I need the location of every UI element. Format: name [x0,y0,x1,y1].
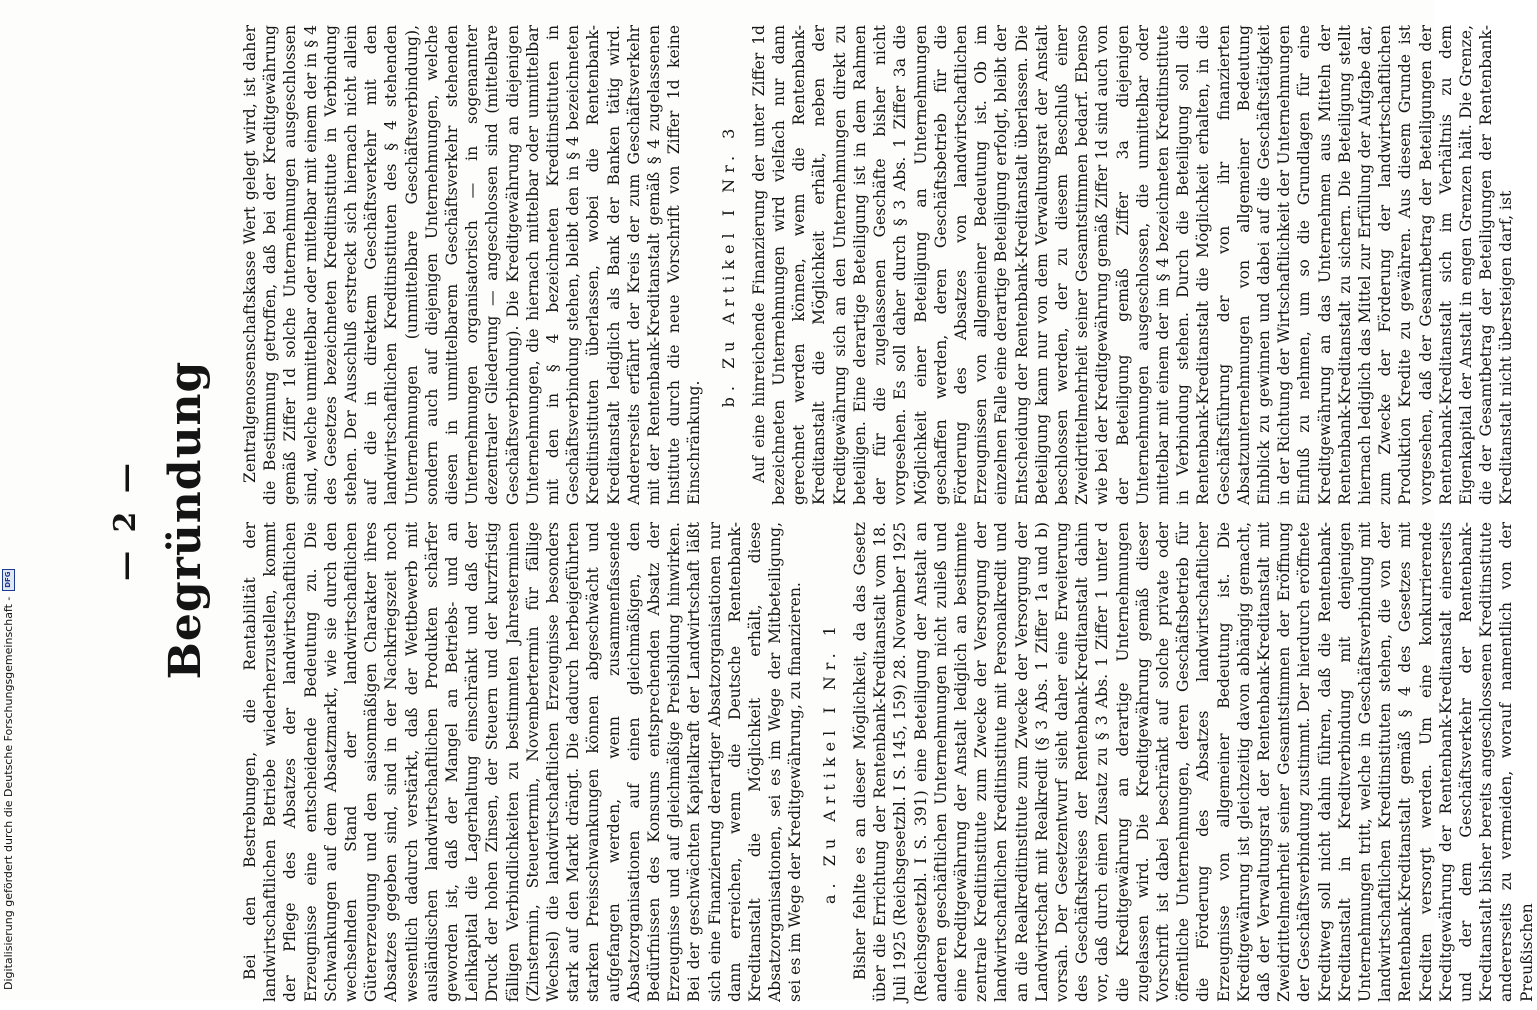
text-column-left [240,522,1536,1002]
text-column-right [240,25,1516,505]
paragraph: Zentralgenossenschaftskasse Wert gelegt wird, ist daher die Bestimmung getroffen, daß bei der Kreditgewährung gemäß Ziffer 1d solche Unternehmungen ausgeschlossen sind, welche unmittelbar oder mittelbar mit einem der in § 4 des Gesetzes bezeichneten Kreditinstitute in Verbindung stehen. Der Ausschluß erstreckt sich hiernach nicht allein auf die in direktem Geschäftsverkehr mit den landwirtschaftlichen Kreditinstituten des § 4 stehenden Unternehmungen (unmittelbare Geschäftsverbindung), sondern auch auf diejenigen Unternehmungen, welche diesen in unmittelbarem Geschäftsverkehr stehenden Unternehmungen organisatorisch — in sogenannter dezentraler Gliederung — angeschlossen sind (mittelbare Geschäftsverbindung). Die Kreditgewährung an diejenigen Unternehmungen, die hiernach mittelbar oder unmittelbar mit den in § 4 bezeichneten Kreditinstituten in Geschäftsverbindung stehen, bleibt den in § 4 bezeichneten Kreditinstituten überlassen, wobei die Rentenbank-Kreditanstalt lediglich als Bank der Banken tätig wird. Andererseits erfährt der Kreis der zum Geschäftsverkehr mit der Rentenbank-Kreditanstalt gemäß § 4 zugelassenen Institute durch die neue Vorschrift von Ziffer 1d keine Einschränkung. [241,25,704,505]
section-heading-a: a. Zu Artikel I Nr. 1 [819,620,839,904]
page-number: — 2 — [108,459,143,581]
document-page [90,25,1536,1010]
paragraph: Bisher fehlte es an dieser Möglichkeit, da das Gesetz über die Errichtung der Rentenbank-Kreditanstalt vom 18. Juli 1925 (Reichsgesetzbl. I S. 145, 159) 28. November 1925 (Reichsgesetzbl. I S. 391) eine Beteiligung der Anstalt an anderen geschäftlichen Unternehmungen nicht zuließ und eine Kreditgewährung der Anstalt lediglich an bestimmte zentrale Kreditinstitute zum Zwecke der Versorgung der landwirtschaftlichen Kreditinstitute mit Personalkredit und an die Realkreditinstitute zum Zwecke der Versorgung der Landwirtschaft mit Realkredit (§ 3 Abs. 1 Ziffer 1a und b) vorsah. Der Gesetzentwurf sieht daher eine Erweiterung des Geschäftskreises der Rentenbank-Kreditanstalt dahin vor, daß durch einen Zusatz zu § 3 Abs. 1 Ziffer 1 unter d die Kreditgewährung an derartige Unternehmungen zugelassen wird. Die Kreditgewährung gemäß dieser Vorschrift ist dabei beschränkt auf solche private oder öffentliche Unternehmungen, deren Geschäftsbetrieb für die Förderung des Absatzes landwirtschaftlicher Erzeugnisse von allgemeiner Bedeutung ist. Die Kreditgewährung ist gleichzeitig davon abhängig gemacht, daß der Verwaltungsrat der Rentenbank-Kreditanstalt mit Zweidrittelmehrheit seiner Gesamtstimmen der Eröffnung der Geschäftsverbindung zustimmt. Der hierdurch eröffnete Kreditweg soll nicht dahin führen, daß die Rentenbank-Kreditanstalt in Kreditverbindung mit denjenigen Unternehmungen tritt, welche in Geschäftsverbindung mit landwirtschaftlichen Kreditinstituten stehen, die von der Rentenbank-Kreditanstalt gemäß § 4 des Gesetzes mit Krediten versorgt werden. Um eine konkurrierende Kreditgewährung der Rentenbank-Kreditanstalt einerseits und der dem Geschäftsverkehr der Rentenbank-Kreditanstalt bisher bereits angeschlossenen Kreditinstitute andererseits zu vermeiden, worauf namentlich von der Preußischen [850,522,1536,1002]
section-heading-b: b. Zu Artikel I Nr. 3 [718,122,738,408]
page-title: Begründung [160,360,211,680]
paragraph: Auf eine hinreichende Finanzierung der unter Ziffer 1d bezeichneten Unternehmungen wird vielfach nur dann gerechnet werden können, wenn die Rentenbank-Kreditanstalt die Möglichkeit erhält, neben der Kreditgewährung sich an den Unternehmungen direkt zu beteiligen. Eine derartige Beteiligung ist in dem Rahmen der für die zugelassenen Geschäfte bisher nicht vorgesehen. Es soll daher durch § 3 Abs. 1 Ziffer 3a die Möglichkeit einer Beteiligung an Unternehmungen geschaffen werden, deren Geschäftsbetrieb für die Förderung des Absatzes von landwirtschaftlichen Erzeugnissen von allgemeiner Bedeutung ist. Ob im einzelnen Falle eine derartige Beteiligung erfolgt, bleibt der Entscheidung der Rentenbank-Kreditanstalt überlassen. Die Beteiligung kann nur von dem Verwaltungsrat der Anstalt beschlossen werden, der zu diesem Beschluß einer Zweidrittelmehrheit seiner Gesamtstimmen bedarf. Ebenso wie bei der Kreditgewährung gemäß Ziffer 1d sind auch von der Beteiligung gemäß Ziffer 3a diejenigen Unternehmungen ausgeschlossen, die unmittelbar oder mittelbar mit einem der im § 4 bezeichneten Kreditinstitute in Verbindung stehen. Durch die Beteiligung soll die Rentenbank-Kreditanstalt die Möglichkeit erhalten, in die Geschäftsführung der von ihr finanzierten Absatzunternehmungen von allgemeiner Bedeutung Einblick zu gewinnen und dabei auf die Geschäftstätigkeit in der Richtung der Wirtschaftlichkeit der Unternehmungen Einfluß zu nehmen, um so die Grundlagen für eine Kreditgewährung an das Unternehmen aus Mitteln der Rentenbank-Kreditanstalt zu sichern. Die Beteiligung stellt hiernach lediglich das Mittel zur Erfüllung der Aufgabe dar, zum Zwecke der Förderung der landwirtschaftlichen Produktion Kredite zu gewähren. Aus diesem Grunde ist vorgesehen, daß der Gesamtbetrag der Beteiligungen der Rentenbank-Kreditanstalt sich im Verhältnis zu dem Eigenkapital der Anstalt in engen Grenzen hält. Die Grenze, die der Gesamtbetrag der Beteiligungen der Rentenbank-Kreditanstalt nicht übersteigen darf, ist [749,25,1516,505]
dfg-logo-icon: DFG [2,569,15,591]
digitization-credit [2,569,15,990]
paragraph: Bei den Bestrebungen, die Rentabilität der landwirtschaftlichen Betriebe wiederherzustellen, kommt der Pflege des Absatzes der landwirtschaftlichen Erzeugnisse eine entscheidende Bedeutung zu. Die Schwankungen auf dem Absatzmarkt, wie sie durch den wechselnden Stand der landwirtschaftlichen Gütererzeugung und den saisonmäßigen Charakter ihres Absatzes gegeben sind, sind in der Nachkriegszeit noch wesentlich dadurch verstärkt, daß der Wettbewerb mit ausländischen landwirtschaftlichen Produkten schärfer geworden ist, daß der Mangel an Betriebs- und an Leihkapital die Lagerhaltung einschränkt und daß der Druck der hohen Zinsen, der Steuern und der kurzfristig fälligen Verbindlichkeiten zu bestimmten Jahresterminen (Zinstermin, Steuertermin, Novembertermin für fällige Wechsel) die landwirtschaftlichen Erzeugnisse besonders stark auf den Markt drängt. Die dadurch herbeigeführten starken Preisschwankungen können abgeschwächt und aufgefangen werden, wenn zusammenfassende Absatzorganisationen auf einen gleichmäßigen, den Bedürfnissen des Konsums entsprechenden Absatz der Erzeugnisse und auf gleichmäßige Preisbildung hinwirken. Bei der geschwächten Kapitalkraft der Landwirtschaft läßt sich eine Finanzierung derartiger Absatzorganisationen nur dann erreichen, wenn die Deutsche Rentenbank-Kreditanstalt die Möglichkeit erhält, diese Absatzorganisationen, sei es im Wege der Mitbeteiligung, sei es im Wege der Kreditgewährung, zu finanzieren. [241,522,805,1002]
credit-text: Digitalisierung gefördert durch die Deutsche Forschungsgemeinschaft - [2,596,15,990]
